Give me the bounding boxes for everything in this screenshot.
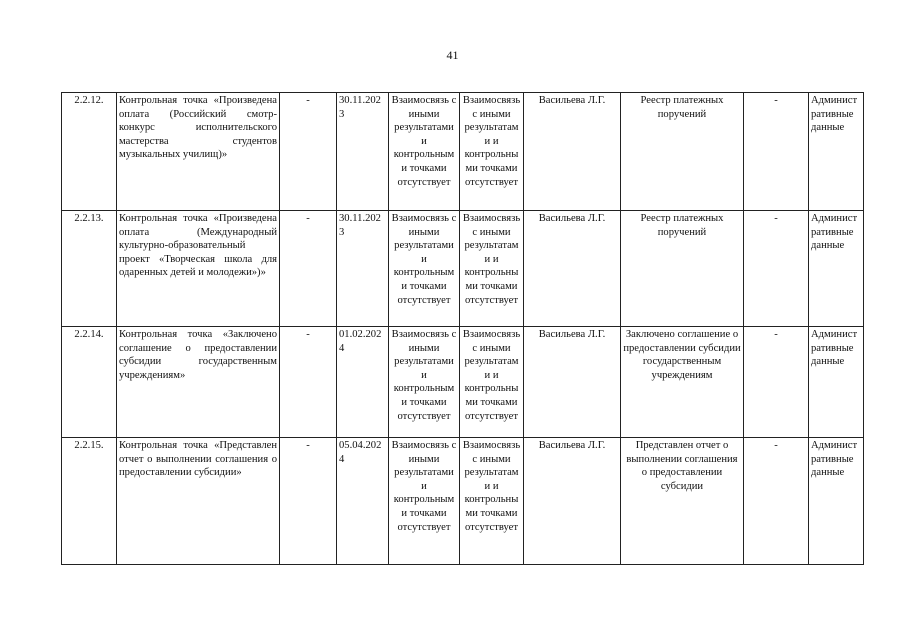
confirming-document: Реестр платежных поручений bbox=[621, 93, 744, 211]
link-next: Взаимосвязь с иными результатами и контрольными точками отсутствует bbox=[460, 438, 524, 565]
start-date: - bbox=[280, 327, 337, 438]
responsible-person: Васильева Л.Г. bbox=[524, 93, 621, 211]
table-row bbox=[62, 211, 864, 327]
responsible-person: Васильева Л.Г. bbox=[524, 327, 621, 438]
information-system: - bbox=[744, 93, 809, 211]
information-system: - bbox=[744, 438, 809, 565]
responsible-person: Васильева Л.Г. bbox=[524, 211, 621, 327]
table-row bbox=[62, 93, 864, 211]
data-source: Административные данные bbox=[809, 438, 864, 565]
row-number: 2.2.14. bbox=[62, 327, 117, 438]
control-point-name: Контрольная точка «Представлен отчет о выполнении соглашения о предоставлении субсидии» bbox=[117, 438, 280, 565]
link-previous: Взаимосвязь с иными результатами и контрольными точками отсутствует bbox=[389, 438, 460, 565]
end-date: 30.11.2023 bbox=[337, 93, 389, 211]
control-points-table bbox=[61, 92, 864, 565]
table-row bbox=[62, 438, 864, 565]
data-source: Административные данные bbox=[809, 327, 864, 438]
control-point-name: Контрольная точка «Заключено соглашение о предоставлении субсидии государственным учреждениям» bbox=[117, 327, 280, 438]
start-date: - bbox=[280, 211, 337, 327]
row-number: 2.2.12. bbox=[62, 93, 117, 211]
control-point-name: Контрольная точка «Произведена оплата (Международный культурно-образовательный проект «Творческая школа для одаренных детей и молодежи»)» bbox=[117, 211, 280, 327]
table-row bbox=[62, 327, 864, 438]
end-date: 30.11.2023 bbox=[337, 211, 389, 327]
control-point-name: Контрольная точка «Произведена оплата (Российский смотр-конкурс исполнительского мастерства студентов музыкальных училищ)» bbox=[117, 93, 280, 211]
responsible-person: Васильева Л.Г. bbox=[524, 438, 621, 565]
data-source: Административные данные bbox=[809, 93, 864, 211]
link-next: Взаимосвязь с иными результатами и контрольными точками отсутствует bbox=[460, 93, 524, 211]
end-date: 05.04.2024 bbox=[337, 438, 389, 565]
link-next: Взаимосвязь с иными результатами и контрольными точками отсутствует bbox=[460, 211, 524, 327]
confirming-document: Реестр платежных поручений bbox=[621, 211, 744, 327]
confirming-document: Представлен отчет о выполнении соглашения о предоставлении субсидии bbox=[621, 438, 744, 565]
end-date: 01.02.2024 bbox=[337, 327, 389, 438]
start-date: - bbox=[280, 438, 337, 565]
row-number: 2.2.15. bbox=[62, 438, 117, 565]
link-previous: Взаимосвязь с иными результатами и контрольными точками отсутствует bbox=[389, 211, 460, 327]
information-system: - bbox=[744, 211, 809, 327]
start-date: - bbox=[280, 93, 337, 211]
page-number: 41 bbox=[446, 48, 459, 62]
row-number: 2.2.13. bbox=[62, 211, 117, 327]
link-previous: Взаимосвязь с иными результатами и контрольными точками отсутствует bbox=[389, 93, 460, 211]
link-previous: Взаимосвязь с иными результатами и контрольными точками отсутствует bbox=[389, 327, 460, 438]
link-next: Взаимосвязь с иными результатами и контрольными точками отсутствует bbox=[460, 327, 524, 438]
data-source: Административные данные bbox=[809, 211, 864, 327]
confirming-document: Заключено соглашение о предоставлении субсидии государственным учреждениям bbox=[621, 327, 744, 438]
information-system: - bbox=[744, 327, 809, 438]
